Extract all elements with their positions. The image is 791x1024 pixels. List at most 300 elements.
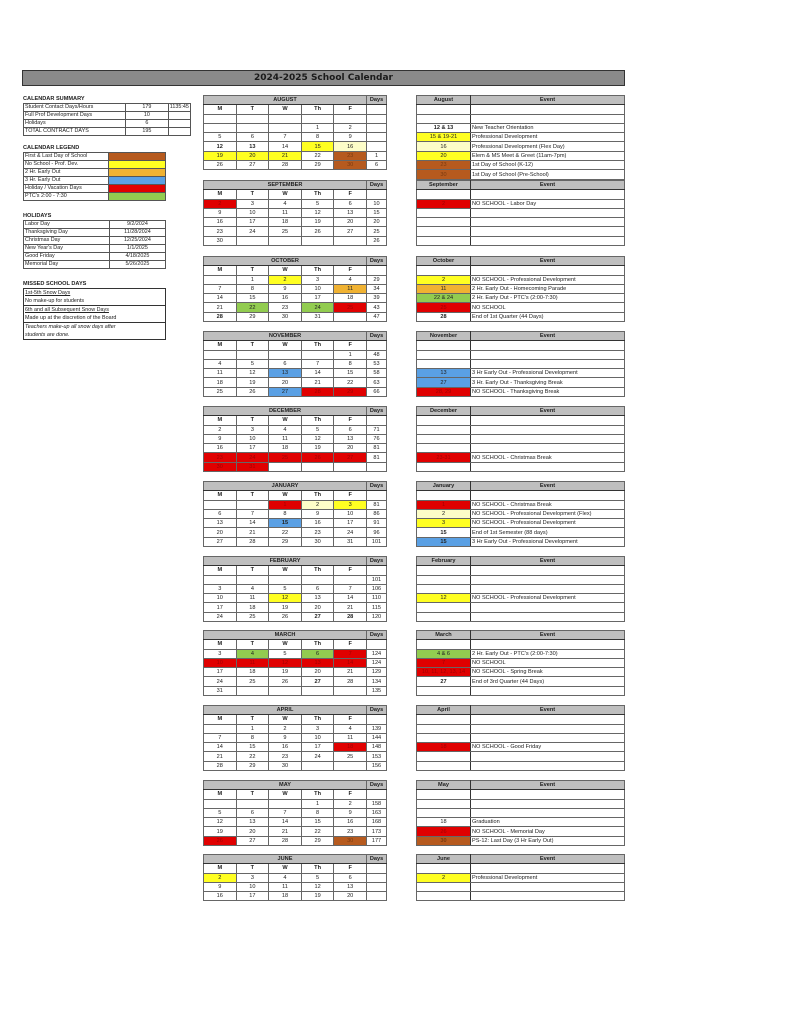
event-date: 11 bbox=[417, 284, 471, 293]
holiday-date: 1/1/2025 bbox=[109, 245, 165, 253]
weekday-header: M bbox=[204, 266, 237, 275]
day-cell: 31 bbox=[334, 537, 367, 546]
weekday-header: W bbox=[269, 416, 302, 425]
month-table bbox=[203, 556, 387, 622]
week-row bbox=[204, 761, 387, 770]
day-cell: 19 bbox=[269, 668, 302, 677]
event-date: 15 bbox=[417, 528, 471, 537]
day-cell: 21 bbox=[204, 752, 237, 761]
day-cell: 19 bbox=[301, 218, 334, 227]
event-month-header: March bbox=[417, 631, 471, 640]
event-text bbox=[471, 686, 625, 695]
week-row bbox=[204, 658, 387, 667]
event-row bbox=[417, 350, 625, 359]
missed-line: Made up at the discretion of the Board bbox=[25, 315, 117, 321]
event-header: Event bbox=[471, 407, 625, 416]
event-text bbox=[471, 266, 625, 275]
day-cell: 5 bbox=[301, 199, 334, 208]
day-cell: 26 bbox=[204, 836, 237, 845]
event-text: NO SCHOOL - Christmas Break bbox=[471, 453, 625, 462]
event-text bbox=[471, 434, 625, 443]
week-row bbox=[204, 294, 387, 303]
month-name: FEBRUARY bbox=[204, 557, 367, 566]
day-cell: 31 bbox=[204, 686, 237, 695]
event-header-row bbox=[417, 482, 625, 491]
week-row bbox=[204, 142, 387, 151]
day-cell: 13 bbox=[334, 434, 367, 443]
month-header-row bbox=[204, 706, 387, 715]
week-row bbox=[204, 584, 387, 593]
day-cell: 6 bbox=[236, 808, 269, 817]
event-text bbox=[471, 566, 625, 575]
event-row bbox=[417, 761, 625, 770]
cumulative-days: 106 bbox=[367, 584, 387, 593]
day-cell: 11 bbox=[334, 284, 367, 293]
event-header: Event bbox=[471, 482, 625, 491]
day-cell: 2 bbox=[204, 199, 237, 208]
event-text: 2 Hr. Early Out - Homecoming Parade bbox=[471, 284, 625, 293]
day-cell bbox=[236, 350, 269, 359]
days-blank bbox=[367, 190, 387, 199]
day-cell: 4 bbox=[334, 724, 367, 733]
event-month-header: February bbox=[417, 557, 471, 566]
event-header: Event bbox=[471, 781, 625, 790]
week-row bbox=[204, 218, 387, 227]
weekday-row bbox=[204, 715, 387, 724]
weekday-header: T bbox=[236, 416, 269, 425]
event-header-row bbox=[417, 781, 625, 790]
holiday-date: 11/28/2024 bbox=[109, 229, 165, 237]
weekday-header: M bbox=[204, 341, 237, 350]
legend-row bbox=[24, 153, 166, 161]
day-cell: 7 bbox=[334, 649, 367, 658]
event-date bbox=[417, 761, 471, 770]
day-cell: 6 bbox=[334, 873, 367, 882]
legend-swatch bbox=[109, 177, 166, 185]
event-date bbox=[417, 462, 471, 471]
week-row bbox=[204, 303, 387, 312]
month-table bbox=[203, 256, 387, 322]
day-cell: 12 bbox=[301, 882, 334, 891]
event-row bbox=[417, 799, 625, 808]
day-cell: 9 bbox=[269, 284, 302, 293]
day-cell: 3 bbox=[236, 873, 269, 882]
day-cell: 11 bbox=[236, 594, 269, 603]
weekday-header: W bbox=[269, 566, 302, 575]
day-cell: 18 bbox=[334, 743, 367, 752]
weekday-row bbox=[204, 341, 387, 350]
event-text: 1st Day of School (K-12) bbox=[471, 161, 625, 170]
week-row bbox=[204, 799, 387, 808]
event-text bbox=[471, 715, 625, 724]
weekday-row bbox=[204, 640, 387, 649]
weekday-header: Th bbox=[301, 864, 334, 873]
day-cell: 16 bbox=[204, 218, 237, 227]
event-row bbox=[417, 303, 625, 312]
summary-table bbox=[23, 103, 191, 136]
month-header-row bbox=[204, 257, 387, 266]
legend-label: Holiday / Vacation Days bbox=[24, 185, 109, 193]
day-cell: 26 bbox=[269, 677, 302, 686]
event-row bbox=[417, 743, 625, 752]
days-blank bbox=[367, 790, 387, 799]
legend-swatch bbox=[109, 185, 166, 193]
cumulative-days: 156 bbox=[367, 761, 387, 770]
day-cell: 4 bbox=[334, 275, 367, 284]
month-table bbox=[203, 481, 387, 547]
weekday-header: Th bbox=[301, 190, 334, 199]
event-date bbox=[417, 603, 471, 612]
day-cell: 24 bbox=[204, 677, 237, 686]
event-header: Event bbox=[471, 631, 625, 640]
day-cell: 24 bbox=[301, 303, 334, 312]
day-cell bbox=[334, 686, 367, 695]
weekday-header: Th bbox=[301, 341, 334, 350]
event-date: 2 bbox=[417, 275, 471, 284]
event-date: 2 bbox=[417, 199, 471, 208]
event-text: Graduation bbox=[471, 818, 625, 827]
event-row bbox=[417, 584, 625, 593]
day-cell: 24 bbox=[236, 453, 269, 462]
summary-row bbox=[24, 112, 191, 120]
month-name: DECEMBER bbox=[204, 407, 367, 416]
weekday-header: W bbox=[269, 190, 302, 199]
event-date bbox=[417, 434, 471, 443]
days-header: Days bbox=[367, 96, 387, 105]
day-cell: 5 bbox=[269, 584, 302, 593]
days-header: Days bbox=[367, 407, 387, 416]
event-text bbox=[471, 724, 625, 733]
event-row bbox=[417, 892, 625, 901]
missed-group bbox=[24, 306, 165, 323]
event-month-header: May bbox=[417, 781, 471, 790]
day-cell: 6 bbox=[204, 509, 237, 518]
event-text bbox=[471, 799, 625, 808]
day-cell bbox=[301, 114, 334, 123]
weekday-header: T bbox=[236, 864, 269, 873]
month-name: JUNE bbox=[204, 855, 367, 864]
day-cell: 3 bbox=[204, 649, 237, 658]
week-row bbox=[204, 434, 387, 443]
weekday-header: T bbox=[236, 491, 269, 500]
month-name: JANUARY bbox=[204, 482, 367, 491]
day-cell: 19 bbox=[204, 827, 237, 836]
event-text bbox=[471, 882, 625, 891]
week-row bbox=[204, 500, 387, 509]
day-cell: 22 bbox=[334, 378, 367, 387]
weekday-header: M bbox=[204, 491, 237, 500]
event-date bbox=[417, 752, 471, 761]
event-text: PS-12: Last Day (3 Hr Early Out) bbox=[471, 836, 625, 845]
event-row bbox=[417, 387, 625, 396]
event-date bbox=[417, 105, 471, 114]
month-table bbox=[203, 780, 387, 846]
day-cell: 13 bbox=[334, 208, 367, 217]
day-cell: 25 bbox=[236, 612, 269, 621]
day-cell: 2 bbox=[334, 799, 367, 808]
day-cell bbox=[236, 114, 269, 123]
day-cell: 20 bbox=[334, 444, 367, 453]
event-row bbox=[417, 170, 625, 179]
holiday-date: 9/2/2024 bbox=[109, 221, 165, 229]
event-row bbox=[417, 603, 625, 612]
day-cell: 31 bbox=[301, 312, 334, 321]
event-spacer-row bbox=[417, 715, 625, 724]
event-date bbox=[417, 444, 471, 453]
cumulative-days: 10 bbox=[367, 199, 387, 208]
event-date bbox=[417, 236, 471, 245]
days-header: Days bbox=[367, 631, 387, 640]
day-cell bbox=[301, 686, 334, 695]
weekday-header: M bbox=[204, 640, 237, 649]
month-november bbox=[203, 331, 387, 397]
event-header: Event bbox=[471, 855, 625, 864]
event-row bbox=[417, 594, 625, 603]
day-cell: 17 bbox=[301, 743, 334, 752]
event-date bbox=[417, 190, 471, 199]
day-cell bbox=[334, 312, 367, 321]
event-row bbox=[417, 312, 625, 321]
day-cell: 12 bbox=[236, 369, 269, 378]
day-cell: 7 bbox=[269, 133, 302, 142]
day-cell: 13 bbox=[269, 369, 302, 378]
weekday-header: T bbox=[236, 105, 269, 114]
day-cell: 7 bbox=[236, 509, 269, 518]
event-month-header: November bbox=[417, 332, 471, 341]
event-row bbox=[417, 509, 625, 518]
week-row bbox=[204, 462, 387, 471]
day-cell bbox=[301, 350, 334, 359]
event-header: Event bbox=[471, 96, 625, 105]
day-cell: 21 bbox=[301, 378, 334, 387]
days-blank bbox=[367, 105, 387, 114]
event-spacer-row bbox=[417, 416, 625, 425]
event-text bbox=[471, 227, 625, 236]
month-june bbox=[203, 854, 387, 901]
day-cell bbox=[236, 686, 269, 695]
day-cell: 22 bbox=[301, 827, 334, 836]
day-cell: 16 bbox=[334, 142, 367, 151]
day-cell: 3 bbox=[236, 199, 269, 208]
event-date: 23-31 bbox=[417, 453, 471, 462]
holiday-date: 12/25/2024 bbox=[109, 237, 165, 245]
day-cell: 20 bbox=[334, 218, 367, 227]
day-cell: 13 bbox=[301, 594, 334, 603]
day-cell: 8 bbox=[269, 509, 302, 518]
day-cell: 24 bbox=[301, 752, 334, 761]
day-cell: 9 bbox=[204, 882, 237, 891]
event-header-row bbox=[417, 557, 625, 566]
event-month-header: October bbox=[417, 257, 471, 266]
cumulative-days: 86 bbox=[367, 509, 387, 518]
day-cell: 9 bbox=[204, 434, 237, 443]
day-cell bbox=[334, 761, 367, 770]
event-text bbox=[471, 584, 625, 593]
cumulative-days: 135 bbox=[367, 686, 387, 695]
event-row bbox=[417, 294, 625, 303]
day-cell: 13 bbox=[301, 658, 334, 667]
event-date: 12 bbox=[417, 594, 471, 603]
days-blank bbox=[367, 266, 387, 275]
week-row bbox=[204, 509, 387, 518]
event-header: Event bbox=[471, 706, 625, 715]
day-cell: 2 bbox=[269, 724, 302, 733]
day-cell: 18 bbox=[236, 668, 269, 677]
event-table bbox=[416, 481, 625, 547]
day-cell: 27 bbox=[301, 612, 334, 621]
event-date: 25 bbox=[417, 303, 471, 312]
weekday-header: F bbox=[334, 640, 367, 649]
week-row bbox=[204, 873, 387, 882]
event-row bbox=[417, 677, 625, 686]
weekday-header: Th bbox=[301, 266, 334, 275]
cumulative-days bbox=[367, 114, 387, 123]
legend-swatch bbox=[109, 169, 166, 177]
day-cell: 6 bbox=[269, 359, 302, 368]
event-date: 27 bbox=[417, 677, 471, 686]
day-cell bbox=[334, 114, 367, 123]
day-cell: 19 bbox=[269, 603, 302, 612]
day-cell: 4 bbox=[269, 873, 302, 882]
summary-label: Student Contact Days/Hours bbox=[24, 104, 126, 112]
month-header-row bbox=[204, 557, 387, 566]
event-date bbox=[417, 218, 471, 227]
weekday-header: M bbox=[204, 864, 237, 873]
day-cell: 4 bbox=[269, 199, 302, 208]
day-cell: 2 bbox=[334, 123, 367, 132]
day-cell: 1 bbox=[301, 799, 334, 808]
day-cell: 20 bbox=[334, 892, 367, 901]
month-name: OCTOBER bbox=[204, 257, 367, 266]
cumulative-days: 158 bbox=[367, 799, 387, 808]
events-november bbox=[416, 331, 625, 397]
cumulative-days: 101 bbox=[367, 537, 387, 546]
weekday-header: T bbox=[236, 640, 269, 649]
event-text: NO SCHOOL - Professional Development bbox=[471, 519, 625, 528]
holiday-name: Labor Day bbox=[24, 221, 110, 229]
day-cell: 11 bbox=[269, 208, 302, 217]
event-date: 15 bbox=[417, 537, 471, 546]
days-header: Days bbox=[367, 706, 387, 715]
week-row bbox=[204, 425, 387, 434]
event-text: End of 1st Semester (88 days) bbox=[471, 528, 625, 537]
cumulative-days: 20 bbox=[367, 218, 387, 227]
month-table bbox=[203, 95, 387, 170]
days-header: Days bbox=[367, 181, 387, 190]
weekday-header: F bbox=[334, 190, 367, 199]
month-name: AUGUST bbox=[204, 96, 367, 105]
event-table bbox=[416, 556, 625, 622]
missed-line: 1st-5th Snow Days bbox=[25, 290, 71, 296]
holiday-row bbox=[24, 261, 166, 269]
day-cell: 17 bbox=[204, 603, 237, 612]
event-row bbox=[417, 752, 625, 761]
day-cell: 27 bbox=[236, 836, 269, 845]
weekday-header: Th bbox=[301, 105, 334, 114]
day-cell: 13 bbox=[236, 142, 269, 151]
week-row bbox=[204, 882, 387, 891]
cumulative-days: 43 bbox=[367, 303, 387, 312]
day-cell bbox=[204, 275, 237, 284]
event-date bbox=[417, 882, 471, 891]
day-cell: 18 bbox=[204, 378, 237, 387]
event-text: NO SCHOOL bbox=[471, 303, 625, 312]
day-cell bbox=[301, 462, 334, 471]
day-cell: 13 bbox=[204, 519, 237, 528]
event-month-header: December bbox=[417, 407, 471, 416]
day-cell: 1 bbox=[236, 724, 269, 733]
day-cell: 17 bbox=[334, 519, 367, 528]
day-cell: 15 bbox=[269, 519, 302, 528]
week-row bbox=[204, 733, 387, 742]
weekday-header: W bbox=[269, 341, 302, 350]
day-cell: 17 bbox=[204, 668, 237, 677]
event-text bbox=[471, 790, 625, 799]
events-january bbox=[416, 481, 625, 547]
day-cell: 1 bbox=[269, 500, 302, 509]
event-text bbox=[471, 341, 625, 350]
weekday-header: W bbox=[269, 864, 302, 873]
day-cell: 28 bbox=[204, 761, 237, 770]
day-cell bbox=[204, 575, 237, 584]
missed-line: 6th and all Subsequent Snow Days bbox=[25, 307, 109, 313]
day-cell: 3 bbox=[301, 275, 334, 284]
cumulative-days: 34 bbox=[367, 284, 387, 293]
weekday-header: W bbox=[269, 790, 302, 799]
event-text: 3 Hr. Early Out - Thanksgiving Break bbox=[471, 378, 625, 387]
day-cell: 21 bbox=[334, 668, 367, 677]
day-cell: 29 bbox=[301, 836, 334, 845]
weekday-row bbox=[204, 491, 387, 500]
cumulative-days: 53 bbox=[367, 359, 387, 368]
days-header: Days bbox=[367, 482, 387, 491]
summary-extra: 1135:45 bbox=[169, 104, 189, 110]
day-cell: 16 bbox=[204, 444, 237, 453]
day-cell: 10 bbox=[236, 882, 269, 891]
event-date: 7 bbox=[417, 658, 471, 667]
event-text: 2 Hr. Early Out - PTC's (2:00-7:30) bbox=[471, 649, 625, 658]
weekday-header: W bbox=[269, 266, 302, 275]
holiday-name: Memorial Day bbox=[24, 261, 110, 269]
event-row bbox=[417, 369, 625, 378]
week-row bbox=[204, 537, 387, 546]
missed-line: Teachers make-up all snow days after bbox=[25, 324, 116, 330]
event-month-header: August bbox=[417, 96, 471, 105]
week-row bbox=[204, 387, 387, 396]
month-header-row bbox=[204, 482, 387, 491]
day-cell: 7 bbox=[204, 733, 237, 742]
event-month-header: April bbox=[417, 706, 471, 715]
day-cell: 7 bbox=[334, 584, 367, 593]
month-may bbox=[203, 780, 387, 846]
week-row bbox=[204, 677, 387, 686]
day-cell: 28 bbox=[334, 677, 367, 686]
event-table bbox=[416, 256, 625, 322]
week-row bbox=[204, 378, 387, 387]
day-cell: 3 bbox=[334, 500, 367, 509]
event-row bbox=[417, 275, 625, 284]
event-date: 10, 11, 12, 13, 14 bbox=[417, 668, 471, 677]
day-cell bbox=[236, 799, 269, 808]
day-cell: 14 bbox=[204, 294, 237, 303]
legend-table bbox=[23, 152, 166, 201]
day-cell: 1 bbox=[236, 275, 269, 284]
weekday-header: Th bbox=[301, 566, 334, 575]
legend-label: 2 Hr. Early Out bbox=[24, 169, 109, 177]
event-date: 18 bbox=[417, 818, 471, 827]
days-blank bbox=[367, 640, 387, 649]
month-table bbox=[203, 630, 387, 696]
